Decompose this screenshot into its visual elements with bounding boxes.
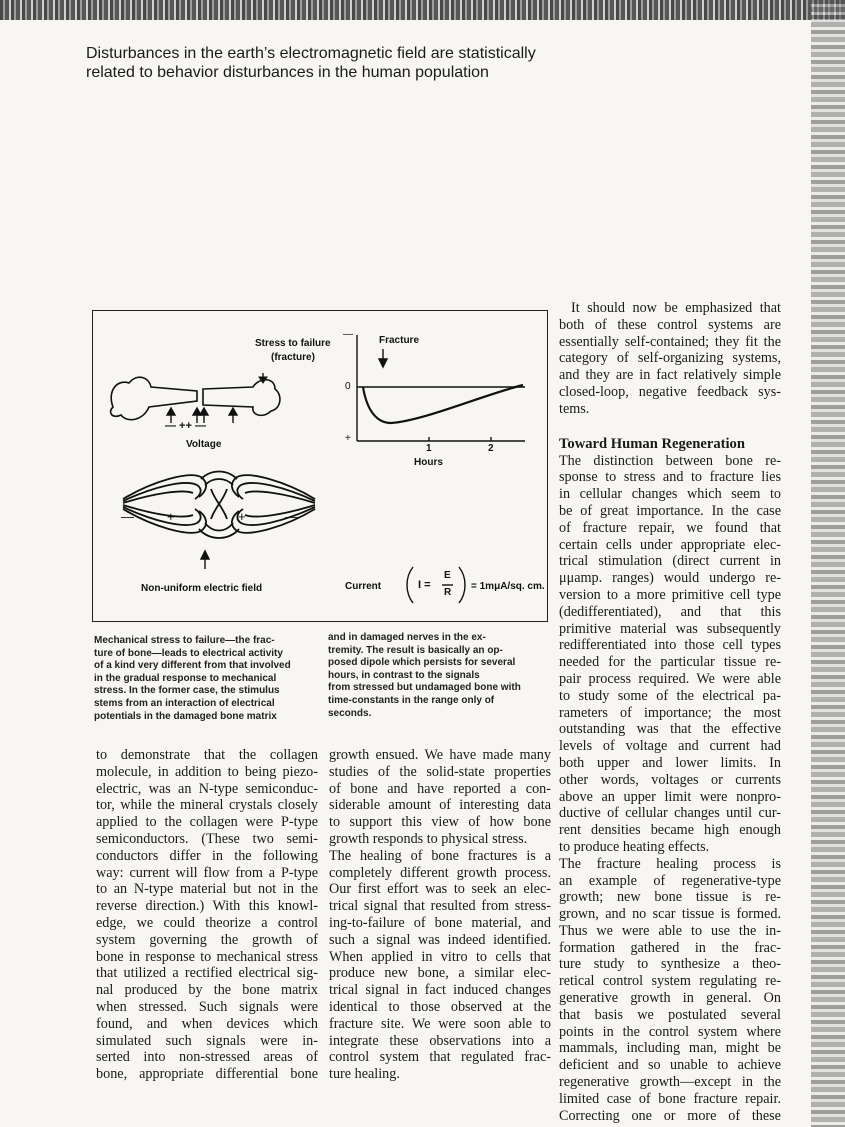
field-sign: + xyxy=(167,509,175,524)
text-line: mammals, including man, might be xyxy=(559,1040,781,1057)
field-arrow-icon xyxy=(201,551,209,569)
text-line: when stressed. Such signals were xyxy=(96,998,318,1015)
caption-line: seconds. xyxy=(328,707,372,719)
caption-line: posed dipole which persists for several xyxy=(328,657,516,669)
text-line: pair process required. We were able xyxy=(559,670,781,687)
text-line: essentially self-contained; they fit the xyxy=(559,333,781,350)
text-line: outstanding was that the effective xyxy=(559,721,781,738)
caption-right xyxy=(328,632,521,720)
text-line: reverse direction.) With this knowl- xyxy=(96,898,318,915)
stress-label-sub: (fracture) xyxy=(271,352,315,363)
text-line: identical to those observed at the xyxy=(329,998,551,1015)
text-line: category of self-organizing systems, xyxy=(559,350,781,367)
text-line: siderable amount of interesting data xyxy=(329,797,551,814)
figure xyxy=(92,310,548,622)
text-line: to support this view of how bone xyxy=(329,814,551,831)
electric-field-icon xyxy=(123,472,315,539)
field-sign: + xyxy=(238,509,246,524)
text-line: version to a more primitive cell type xyxy=(559,586,781,603)
body-column-2 xyxy=(329,747,551,1083)
text-line: regenerative growth—except in the xyxy=(559,1074,781,1091)
voltage-label: Voltage xyxy=(186,439,222,450)
text-line: closed-loop, negative feedback sys- xyxy=(559,383,781,400)
text-line: electric, was an N-type semiconduc- xyxy=(96,780,318,797)
caption-line: time-constants in the range only of xyxy=(328,694,495,706)
headline-line: related to behavior disturbances in the human population xyxy=(86,64,489,81)
y-tick: + xyxy=(345,433,351,444)
text-line: ing-to-failure of bone material, and xyxy=(329,914,551,931)
scan-border-right xyxy=(811,0,845,1127)
caption-line: potentials in the damaged bone matrix xyxy=(94,710,277,722)
caption-line: tremity. The result is basically an op- xyxy=(328,644,503,656)
text-line: redifferentiated into those cell types xyxy=(559,637,781,654)
text-line: Thus we were able to use the in- xyxy=(559,922,781,939)
text-line: edge, we could theorize a control xyxy=(96,914,318,931)
text-line: bone, appropriate differential bone xyxy=(96,1066,318,1083)
text-line: nal produced by the bone matrix xyxy=(96,982,318,999)
text-line: rameters of importance; the most xyxy=(559,704,781,721)
text-line: deficient and so unable to achieve xyxy=(559,1057,781,1074)
text-line: tor, while the mineral crystals closely xyxy=(96,797,318,814)
text-line: levels of voltage and current had xyxy=(559,738,781,755)
text-line: The distinction between bone re- xyxy=(559,452,781,469)
text-line: generative growth in general. On xyxy=(559,990,781,1007)
caption-line: hours, in contrast to the signals xyxy=(328,669,480,681)
text-line: growth ensued. We have made many xyxy=(329,747,551,763)
caption-line: of a kind very different from that involved xyxy=(94,660,291,672)
text-line: conductors differ in the following xyxy=(96,847,318,864)
fracture-arrow-icon xyxy=(379,349,387,367)
x-tick: 2 xyxy=(488,443,494,454)
text-line: points in the control system where xyxy=(559,1023,781,1040)
text-line: to an N-type material but not in the xyxy=(96,881,318,898)
body-column-1 xyxy=(96,747,318,1083)
caption-line: ture of bone—leads to electrical activity xyxy=(94,647,283,659)
text-line: simulated such signals were in- xyxy=(96,1032,318,1049)
text-line: primitive material was subsequently xyxy=(559,620,781,637)
text-line: The fracture healing process is xyxy=(559,855,781,872)
text-line: sponse to stress and to fracture lies xyxy=(559,469,781,486)
formula-left: I = xyxy=(418,579,431,591)
current-curve xyxy=(363,385,523,423)
text-line: to study some of the electrical pa- xyxy=(559,687,781,704)
text-line: trical signal that resulted from stress- xyxy=(329,898,551,915)
text-line: semiconductors. (These two semi- xyxy=(96,830,318,847)
y-tick: — xyxy=(343,329,353,340)
text-line: retical control system regulating re- xyxy=(559,973,781,990)
text-line: system governing the growth of xyxy=(96,931,318,948)
text-line: ductive of cellular changes until cur- xyxy=(559,805,781,822)
text-line: It should now be emphasized that xyxy=(571,300,781,316)
x-axis-label: Hours xyxy=(414,457,443,468)
text-line: rent densities became high enough xyxy=(559,822,781,839)
text-line: other words, voltages or currents xyxy=(559,771,781,788)
field-label: Non-uniform electric field xyxy=(141,583,263,594)
text-line: tems. xyxy=(559,400,590,417)
graph-axes xyxy=(357,335,525,441)
current-label: Current xyxy=(345,581,382,592)
text-line: found, and when devices which xyxy=(96,1015,318,1032)
text-line: that basis we postulated several xyxy=(559,1006,781,1023)
text-line: above an upper limit were nonpro- xyxy=(559,788,781,805)
text-line: Our first effort was to seek an elec- xyxy=(329,881,551,898)
text-line: integrate these observations into a xyxy=(329,1032,551,1049)
text-line: an example of regenerative-type xyxy=(559,872,781,889)
text-line: When applied in vitro to cells that xyxy=(329,948,551,965)
text-line: in cellular changes which seem to xyxy=(559,486,781,503)
text-line: growth responds to physical stress. xyxy=(329,830,528,847)
charge-signs: — ++ — xyxy=(165,420,206,432)
text-line: studies of the solid-state properties xyxy=(329,763,551,780)
text-line: (dedifferentiated), and that this xyxy=(559,603,781,620)
caption-left xyxy=(94,635,291,723)
text-line: completely different growth process. xyxy=(329,864,551,881)
text-line: certain cells under appropriate elec- xyxy=(559,536,781,553)
formula-denominator: R xyxy=(444,587,452,598)
figure-drawing xyxy=(93,311,547,621)
scan-border-top xyxy=(0,0,845,20)
text-line: trical stimulation (direct current in xyxy=(559,553,781,570)
formula-numerator: E xyxy=(444,570,451,581)
caption-line: from stressed but undamaged bone with xyxy=(328,682,521,694)
headline-line: Disturbances in the earth’s electromagnetic field are statistically xyxy=(86,45,536,62)
caption-line: and in damaged nerves in the ex- xyxy=(328,632,486,643)
stress-arrow-icon xyxy=(259,373,267,383)
headline xyxy=(86,44,546,82)
text-line: ture healing. xyxy=(329,1066,400,1083)
text-line: both of these control systems are xyxy=(559,316,781,333)
text-line: serted into non-stressed areas of xyxy=(96,1049,318,1066)
text-line: to demonstrate that the collagen xyxy=(96,747,318,763)
caption-line: in the gradual response to mechanical xyxy=(94,672,277,684)
text-line: produce new bone, a similar elec- xyxy=(329,965,551,982)
text-line: of bone and have reported a con- xyxy=(329,780,551,797)
y-tick: 0 xyxy=(345,381,351,392)
caption-line: stems from an interaction of electrical xyxy=(94,697,275,709)
text-line: Correcting one or more of these xyxy=(559,1107,781,1124)
text-line: be of great importance. In the case xyxy=(559,502,781,519)
caption-line: Mechanical stress to failure—the frac- xyxy=(94,635,275,646)
text-line: trical signal in fact induced changes xyxy=(329,982,551,999)
text-line: applied to the collagen were P-type xyxy=(96,814,318,831)
text-line: formation gathered in the frac- xyxy=(559,939,781,956)
field-sign: — xyxy=(121,509,134,524)
text-line: to produce heating effects. xyxy=(559,838,710,855)
section-heading: Toward Human Regeneration xyxy=(559,435,745,452)
formula-right: = 1mμA/sq. cm. xyxy=(471,581,545,592)
text-line: limited case of bone fracture repair. xyxy=(559,1090,781,1107)
caption-line: stress. In the former case, the stimulus xyxy=(94,685,280,697)
text-line: such a signal was indeed identified. xyxy=(329,931,551,948)
text-line: growth; new bone tissue is re- xyxy=(559,889,781,906)
x-tick: 1 xyxy=(426,443,432,454)
text-line: and they are in fact relatively simple xyxy=(559,367,781,384)
stress-label: Stress to failure xyxy=(255,338,331,349)
text-line: needed for the particular tissue re- xyxy=(559,654,781,671)
text-line: molecule, in addition to being piezo- xyxy=(96,763,318,780)
field-sign: — xyxy=(285,509,298,524)
fracture-label: Fracture xyxy=(379,335,420,346)
text-line: μμamp. ranges) would undergo re- xyxy=(559,570,781,587)
text-line: that utilized a rectified electrical sig- xyxy=(96,965,318,982)
text-line: both upper and lower limits. In xyxy=(559,754,781,771)
text-line: grown, and no scar tissue is formed. xyxy=(559,906,781,923)
text-line: control system that regulated frac- xyxy=(329,1049,551,1066)
text-line: The healing of bone fractures is a xyxy=(329,847,551,864)
body-column-3 xyxy=(559,300,781,1124)
formula-marks xyxy=(407,567,465,603)
text-line: bone in response to mechanical stress xyxy=(96,948,318,965)
text-line: fracture site. We were soon able to xyxy=(329,1015,551,1032)
text-line: ture study to synthesize a theo- xyxy=(559,956,781,973)
text-line: of fracture repair, we found that xyxy=(559,519,781,536)
text-line: way: current will flow from a P-type xyxy=(96,864,318,881)
